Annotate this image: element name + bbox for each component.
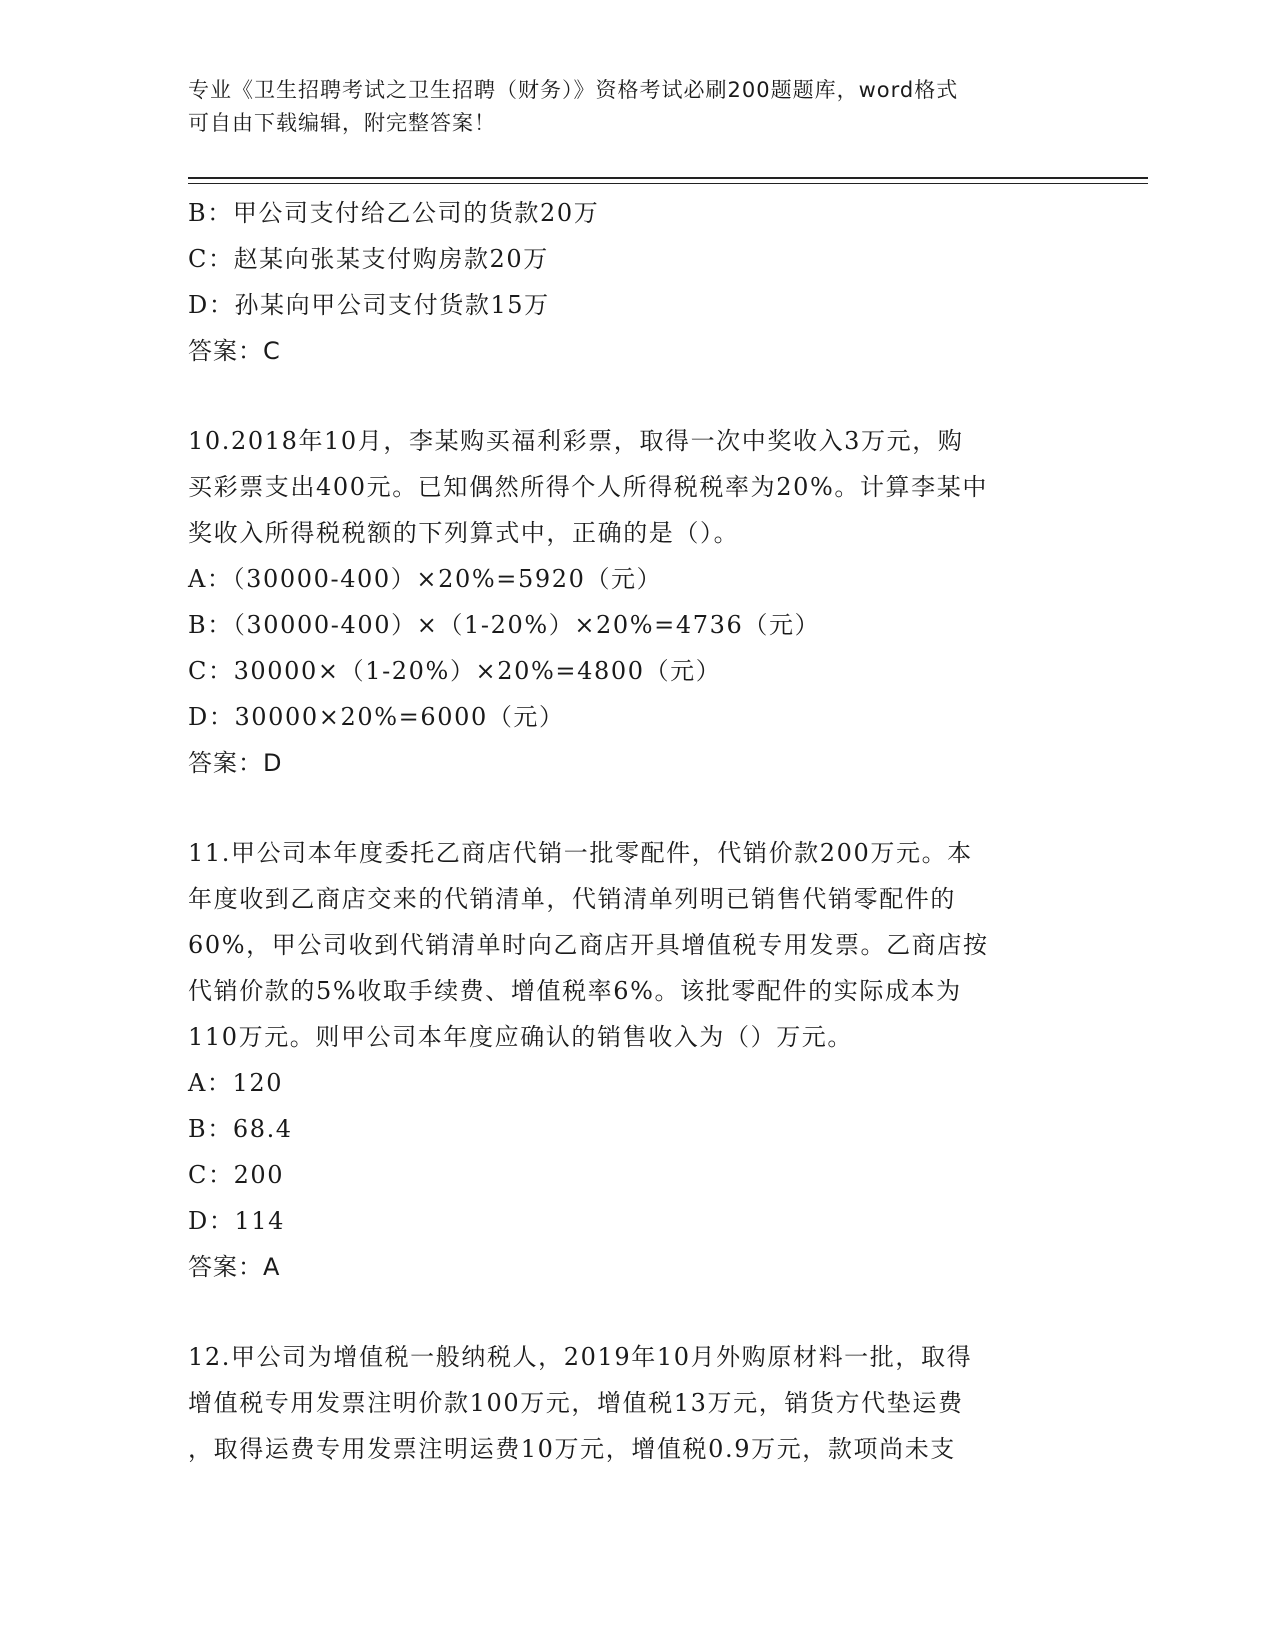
option-a: A：（30000-400）×20%=5920（元） — [188, 565, 663, 593]
question-12 — [188, 1334, 1088, 1472]
question-stem-line: 代销价款的5%收取手续费、增值税率6%。该批零配件的实际成本为 — [188, 977, 962, 1005]
option-a: A：120 — [188, 1069, 284, 1097]
question-stem-line: 11.甲公司本年度委托乙商店代销一批零配件，代销价款200万元。本 — [188, 839, 973, 867]
question-11 — [188, 830, 1088, 1290]
question-stem-line: 110万元。则甲公司本年度应确认的销售收入为（）万元。 — [188, 1023, 854, 1051]
answer-line: 答案：D — [188, 749, 283, 777]
question-10 — [188, 418, 1088, 786]
question-stem-line: ，取得运费专用发票注明运费10万元，增值税0.9万元，款项尚未支 — [188, 1435, 956, 1463]
option-d: D：114 — [188, 1207, 286, 1235]
option-b: B：甲公司支付给乙公司的货款20万 — [188, 199, 600, 227]
option-b: B：68.4 — [188, 1115, 293, 1143]
option-d: D：孙某向甲公司支付货款15万 — [188, 291, 550, 319]
question-stem-line: 买彩票支出400元。已知偶然所得个人所得税税率为20%。计算李某中 — [188, 473, 988, 501]
document-header — [188, 74, 1088, 140]
question-stem-line: 60%，甲公司收到代销清单时向乙商店开具增值税专用发票。乙商店按 — [188, 931, 989, 959]
question-stem-line: 增值税专用发票注明价款100万元，增值税13万元，销货方代垫运费 — [188, 1389, 964, 1417]
question-stem-line: 12.甲公司为增值税一般纳税人，2019年10月外购原材料一批，取得 — [188, 1343, 973, 1371]
answer-line: 答案：A — [188, 1253, 281, 1281]
question-stem-line: 10.2018年10月，李某购买福利彩票，取得一次中奖收入3万元，购 — [188, 427, 964, 455]
header-divider-thin — [188, 183, 1148, 184]
previous-question-block — [188, 190, 1088, 374]
answer-line: 答案：C — [188, 337, 281, 365]
option-c: C：30000×（1-20%）×20%=4800（元） — [188, 657, 722, 685]
question-stem-line: 年度收到乙商店交来的代销清单，代销清单列明已销售代销零配件的 — [188, 885, 956, 913]
option-c: C：赵某向张某支付购房款20万 — [188, 245, 549, 273]
header-divider-thick — [188, 177, 1148, 179]
option-d: D：30000×20%=6000（元） — [188, 703, 565, 731]
option-c: C：200 — [188, 1161, 285, 1189]
question-stem-line: 奖收入所得税税额的下列算式中，正确的是（）。 — [188, 519, 740, 547]
option-b: B：（30000-400）×（1-20%）×20%=4736（元） — [188, 611, 821, 639]
question-content — [188, 190, 1088, 1472]
header-line-2: 可自由下载编辑，附完整答案！ — [188, 111, 496, 135]
header-line-1: 专业《卫生招聘考试之卫生招聘（财务）》资格考试必刷200题题库，word格式 — [188, 78, 959, 102]
